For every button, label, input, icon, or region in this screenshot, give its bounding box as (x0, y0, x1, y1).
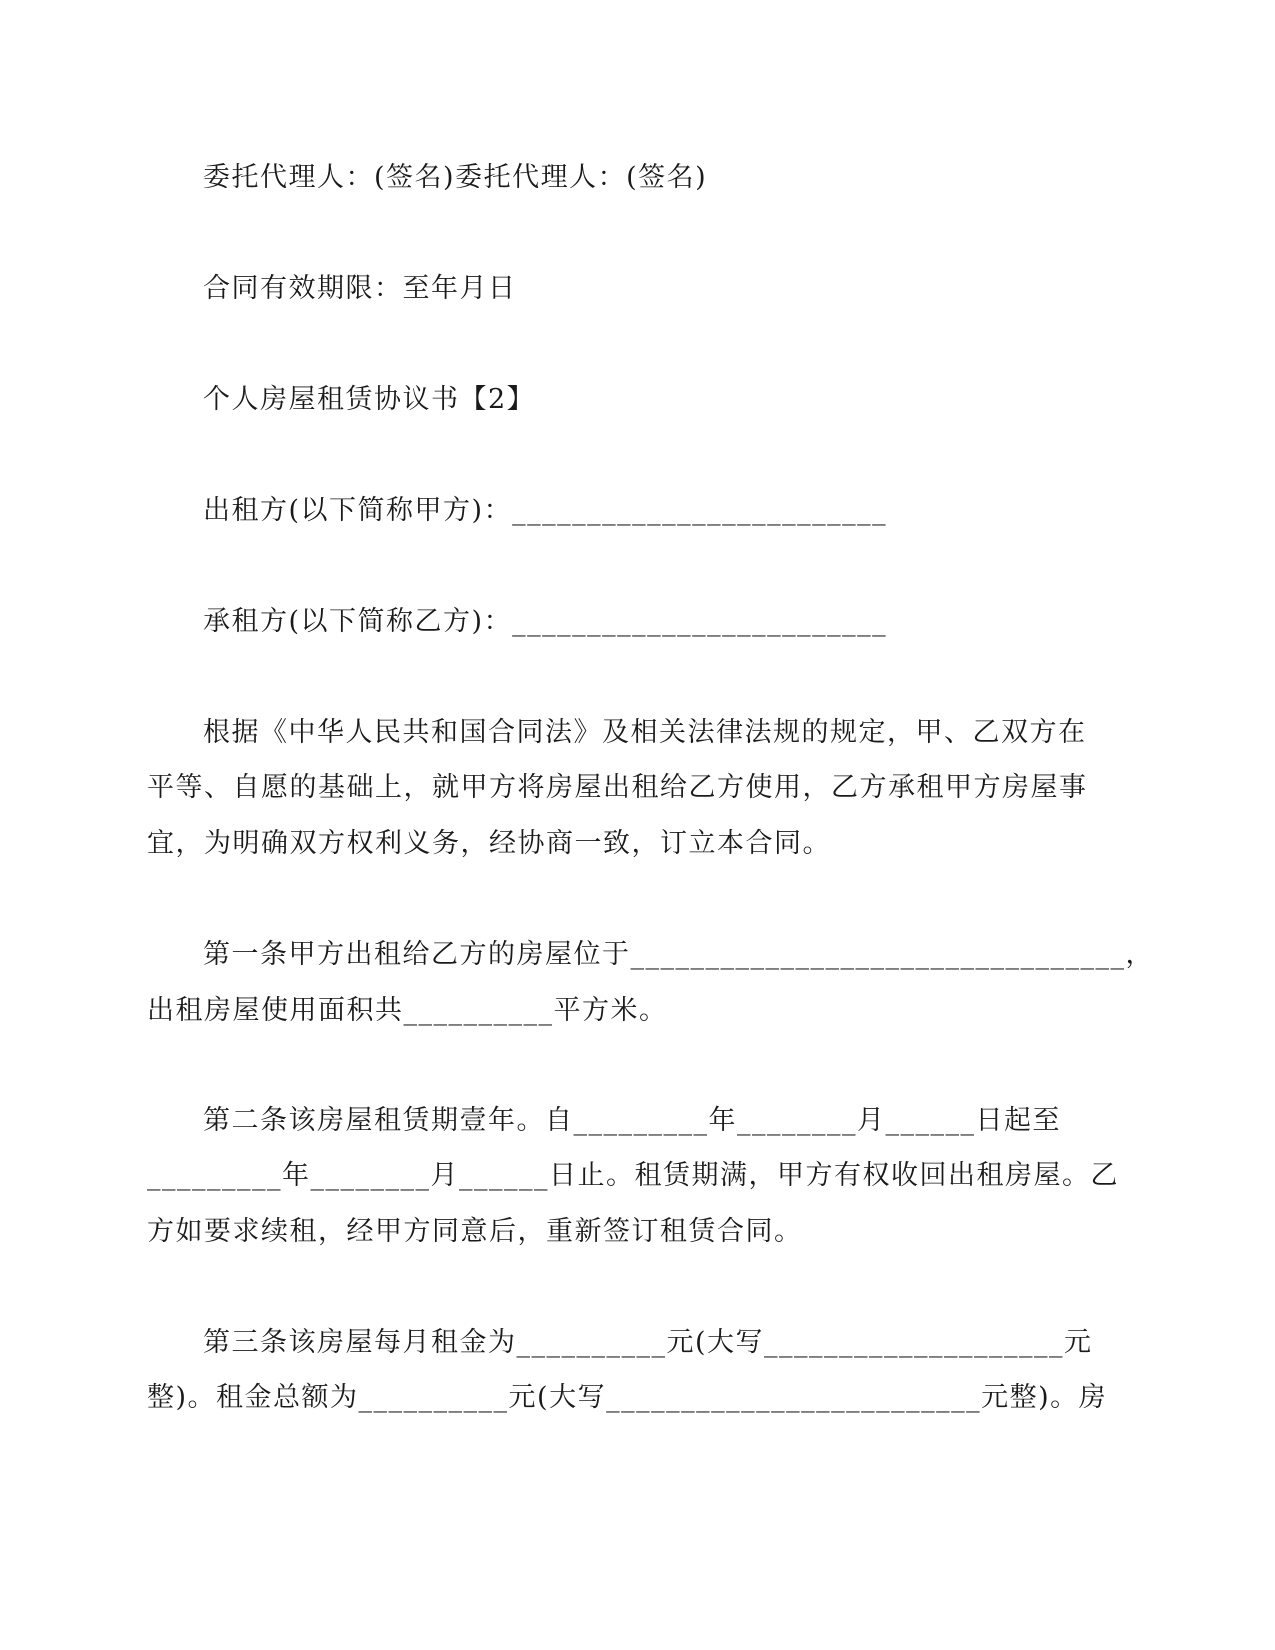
article-1-line-2: 出租房屋使用面积共__________平方米。 (147, 995, 668, 1026)
article-2-line-1: 第二条该房屋租赁期壹年。自_________年________月______日起至 (203, 1105, 1061, 1136)
article-2-line-2: _________年________月______日止。租赁期满，甲方有权收回出租房屋。乙 (147, 1160, 1119, 1191)
preamble-line-3: 宜，为明确双方权利义务，经协商一致，订立本合同。 (147, 828, 831, 859)
preamble-line-2: 平等、自愿的基础上，就甲方将房屋出租给乙方使用，乙方承租甲方房屋事 (147, 772, 1088, 803)
lessor-line: 出租方(以下简称甲方)：_________________________ (203, 495, 888, 526)
contract-validity-line: 合同有效期限：至年月日 (203, 273, 517, 304)
article-3-line-1: 第三条该房屋每月租金为__________元(大写____________________元 (203, 1327, 1093, 1358)
lessee-line: 承租方(以下简称乙方)：_________________________ (203, 606, 888, 637)
article-1-line-1: 第一条甲方出租给乙方的房屋位于_________________________________， (203, 939, 1154, 970)
preamble-line-1: 根据《中华人民共和国合同法》及相关法律法规的规定，甲、乙双方在 (203, 717, 1087, 748)
article-3-line-2: 整)。租金总额为__________元(大写_________________________元整)。房 (147, 1382, 1108, 1413)
article-2-line-3: 方如要求续租，经甲方同意后，重新签订租赁合同。 (147, 1216, 803, 1247)
document-title: 个人房屋租赁协议书【2】 (203, 384, 536, 415)
agent-signature-line: 委托代理人：(签名)委托代理人：(签名) (203, 162, 708, 193)
